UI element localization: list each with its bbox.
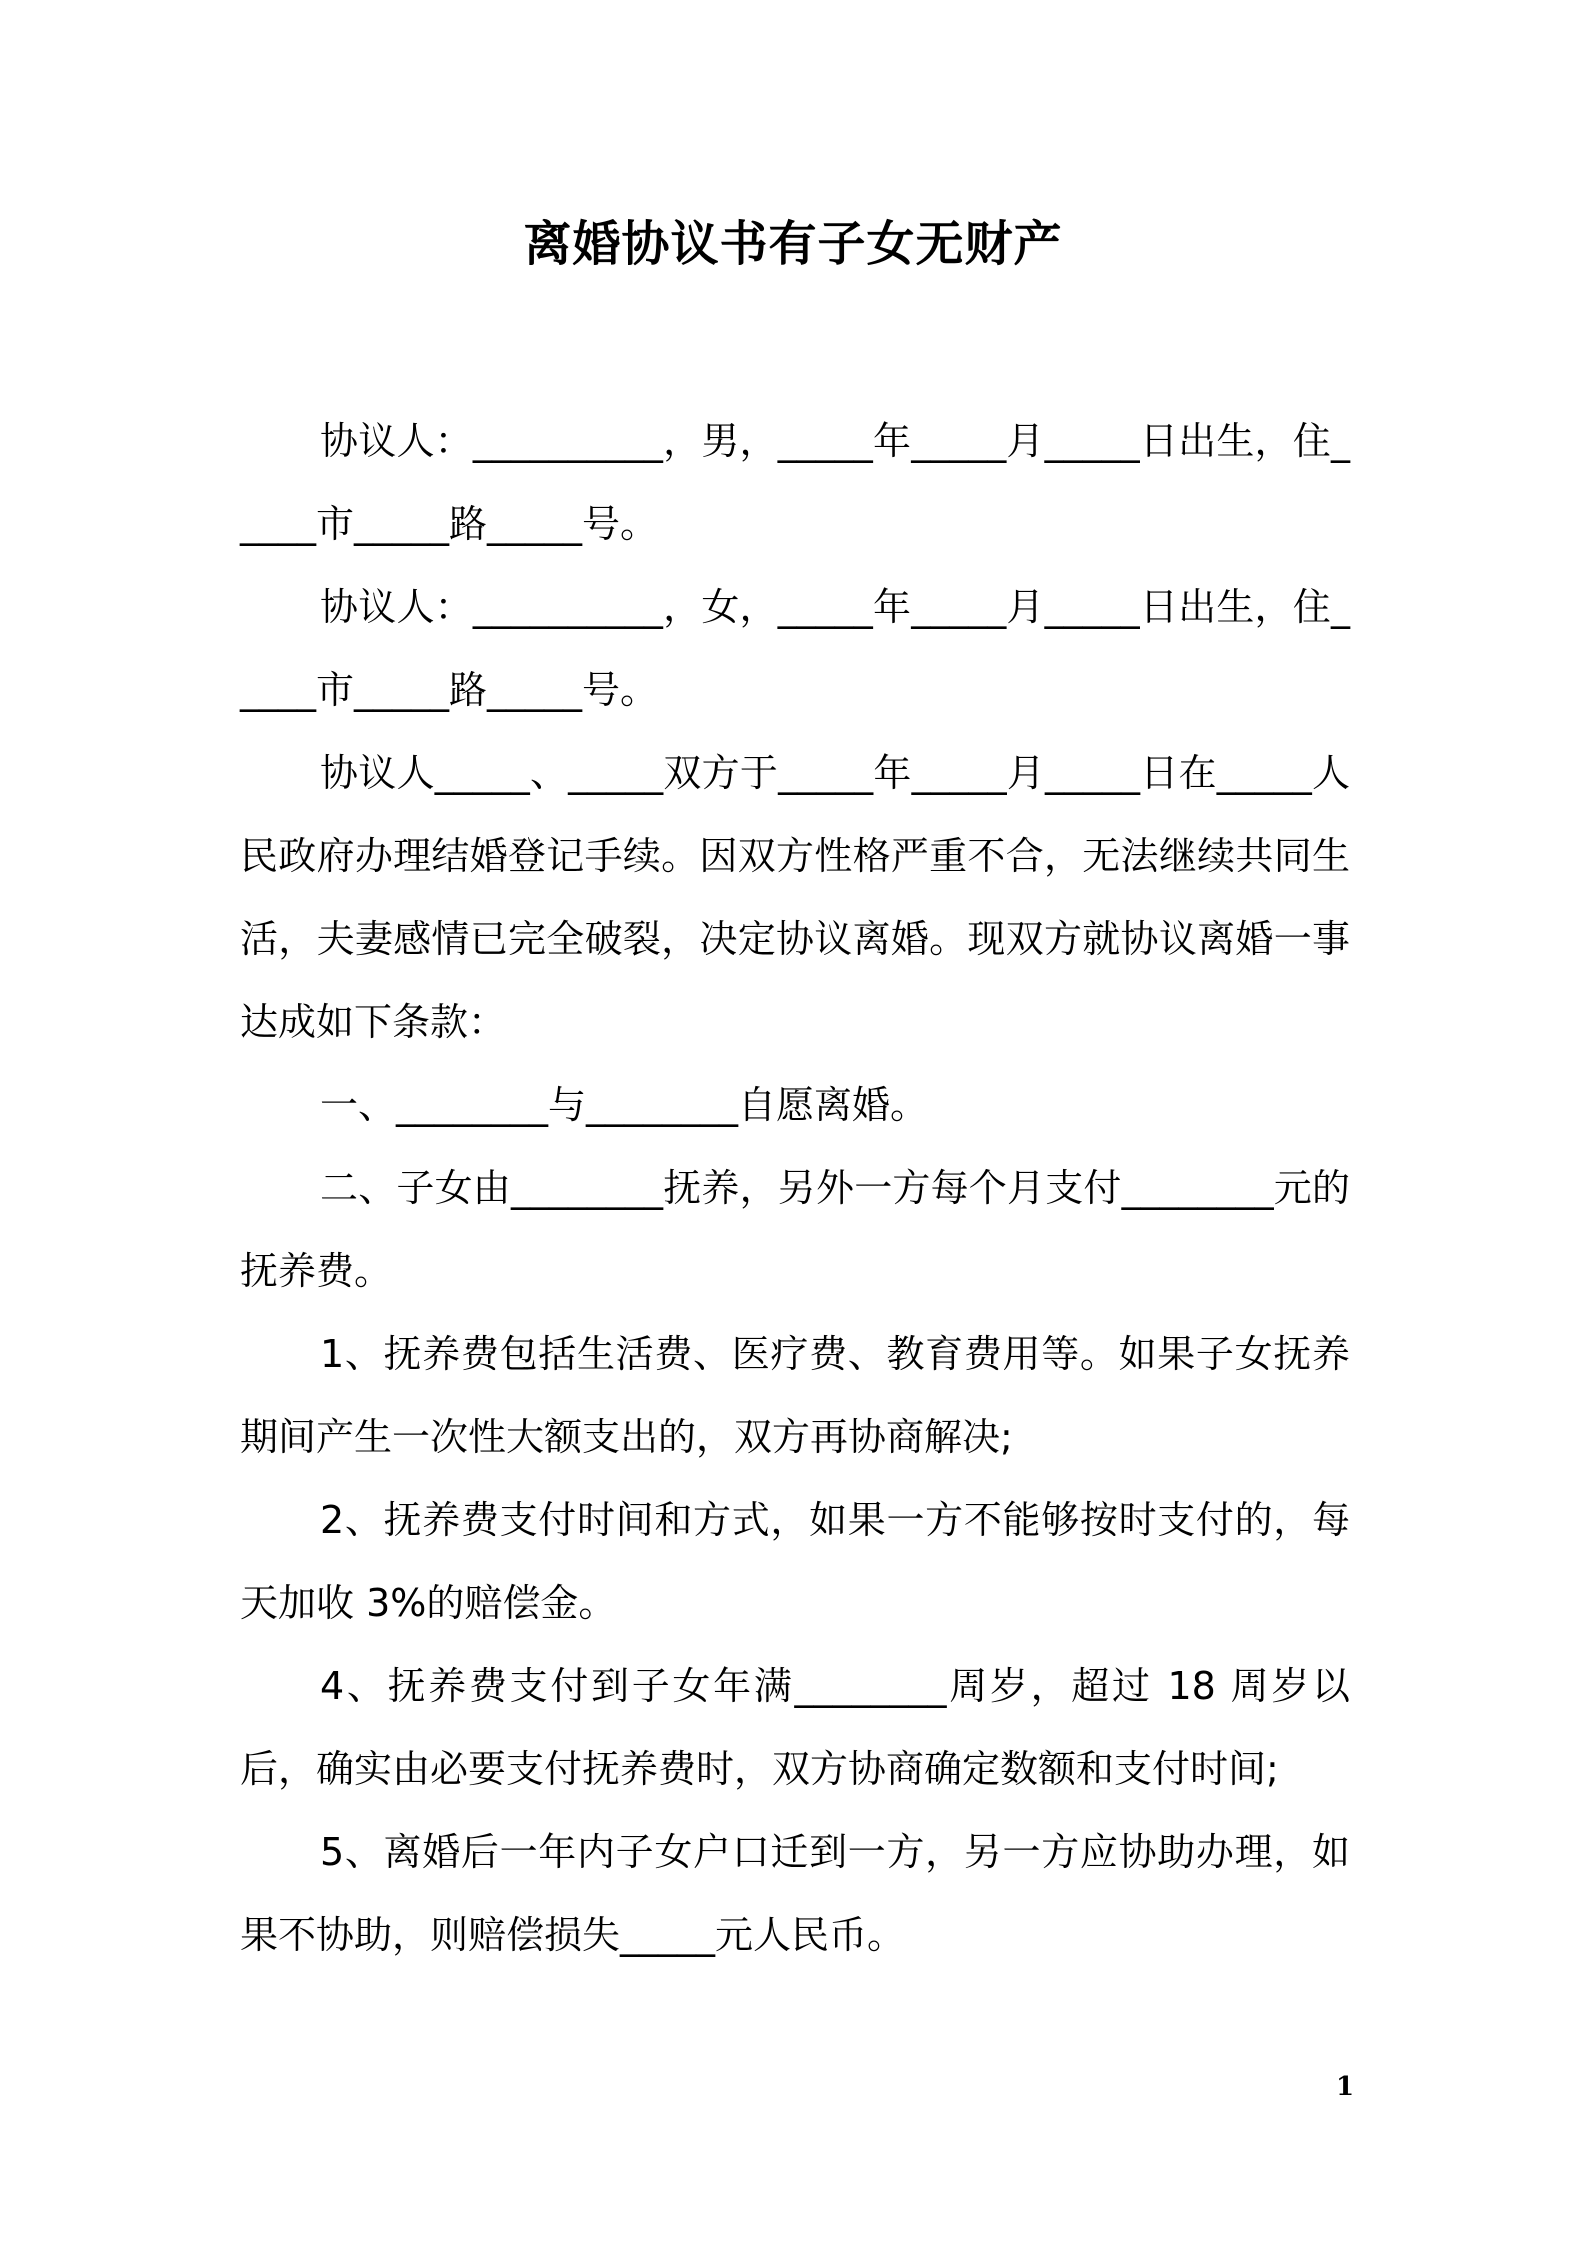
paragraph-subclause-1: 1、抚养费包括生活费、医疗费、教育费用等。如果子女抚养期间产生一次性大额支出的，双方再协商解决;	[240, 1332, 1350, 1459]
page-number: 1	[1335, 2072, 1355, 2102]
paragraph-subclause-2: 2、抚养费支付时间和方式，如果一方不能够按时支付的，每天加收 3%的赔偿金。	[240, 1498, 1350, 1625]
paragraph-clause-2: 二、子女由________抚养，另外一方每个月支付________元的抚养费。	[240, 1166, 1350, 1293]
paragraph-party-female: 协议人：__________，女，_____年_____月_____日出生，住_____市_____路_____号。	[240, 585, 1350, 712]
paragraph-party-male: 协议人：__________，男，_____年_____月_____日出生，住_____市_____路_____号。	[240, 419, 1350, 546]
document-body	[240, 400, 1350, 1977]
paragraph-subclause-5: 5、离婚后一年内子女户口迁到一方，另一方应协助办理，如果不协助，则赔偿损失_____元人民币。	[240, 1830, 1350, 1957]
paragraph-clause-1: 一、________与________自愿离婚。	[320, 1083, 929, 1127]
document-title: 离婚协议书有子女无财产	[523, 216, 1063, 272]
paragraph-preamble: 协议人_____、_____双方于_____年_____月_____日在_____人民政府办理结婚登记手续。因双方性格严重不合，无法继续共同生活，夫妻感情已完全破裂，决定协议离婚。现双方就协议离婚一事达成如下条款：	[240, 751, 1350, 1044]
paragraph-subclause-4: 4、抚养费支付到子女年满________周岁，超过 18 周岁以后，确实由必要支付抚养费时，双方协商确定数额和支付时间;	[240, 1664, 1350, 1791]
